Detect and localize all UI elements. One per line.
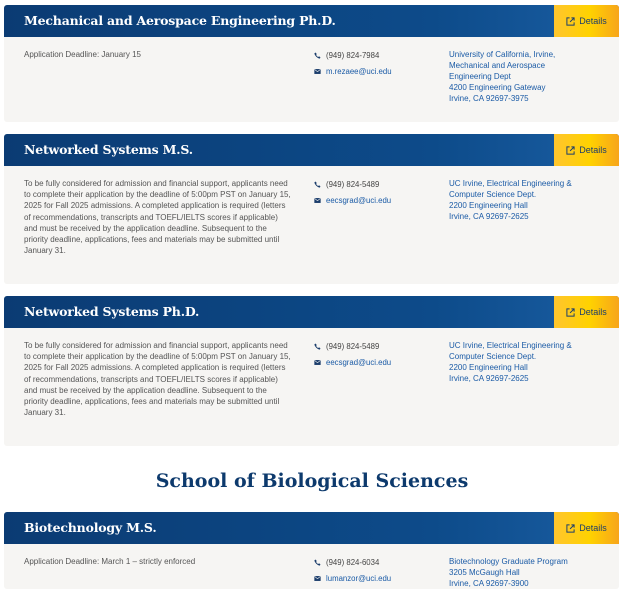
details-button[interactable] [554, 296, 619, 328]
address-line[interactable]: 2200 Engineering Hall [449, 201, 528, 210]
envelope-icon [314, 359, 321, 366]
program-description: Application Deadline: January 15 [24, 50, 141, 59]
details-label: Details [579, 523, 607, 533]
address-line[interactable]: UC Irvine, Electrical Engineering & [449, 341, 572, 350]
program-description: To be fully considered for admission and financial support, applicants need to complete their application by the deadline of 5:00pm PST on January 15, 2025 for Fall 2025 admissions. A completed application is required (letters of recommendations, transcripts and TOEFL/IELTS scores if applicable) and must be received by the application deadline. Subsequent to the priority deadline, applications, fees and materials may be submitted until January 31. [24, 341, 291, 418]
program-description: Application Deadline: March 1 – strictly enforced [24, 557, 196, 566]
section-heading: School of Biological Sciences [155, 470, 469, 492]
external-link-icon [566, 524, 575, 533]
department-address[interactable] [449, 556, 609, 589]
address-line[interactable]: 3205 McGaugh Hall [449, 568, 520, 577]
program-card-header [4, 5, 619, 37]
email-row[interactable] [314, 354, 391, 370]
address-line[interactable]: University of California, Irvine, [449, 50, 556, 59]
address-line[interactable]: Biotechnology Graduate Program [449, 557, 568, 566]
phone-row[interactable] [314, 47, 392, 63]
program-title: Networked Systems M.S. [24, 142, 193, 157]
address-line[interactable]: Engineering Dept [449, 72, 511, 81]
details-label: Details [579, 145, 607, 155]
email-link[interactable]: eecsgrad@uci.edu [326, 195, 392, 205]
department-address[interactable] [449, 178, 609, 222]
email-link[interactable]: eecsgrad@uci.edu [326, 357, 392, 367]
address-line[interactable]: Mechanical and Aerospace [449, 61, 546, 70]
program-card [4, 134, 619, 284]
contact-info [314, 47, 392, 79]
phone-row[interactable] [314, 338, 391, 354]
email-link[interactable]: m.rezaee@uci.edu [326, 66, 392, 76]
phone-number[interactable]: (949) 824-5489 [326, 341, 380, 351]
phone-row[interactable] [314, 554, 391, 570]
external-link-icon [566, 308, 575, 317]
address-line[interactable]: Computer Science Dept. [449, 190, 537, 199]
address-line[interactable]: Irvine, CA 92697-3900 [449, 579, 529, 588]
address-line[interactable]: Irvine, CA 92697-3975 [449, 94, 529, 103]
email-row[interactable] [314, 570, 391, 586]
program-card [4, 5, 619, 122]
phone-number[interactable]: (949) 824-5489 [326, 179, 380, 189]
program-title: Mechanical and Aerospace Engineering Ph.D. [24, 13, 336, 28]
address-line[interactable]: 4200 Engineering Gateway [449, 83, 546, 92]
details-button[interactable] [554, 5, 619, 37]
program-card-header [4, 134, 619, 166]
address-line[interactable]: UC Irvine, Electrical Engineering & [449, 179, 572, 188]
phone-number[interactable]: (949) 824-7984 [326, 50, 380, 60]
phone-icon [314, 181, 321, 188]
envelope-icon [314, 68, 321, 75]
envelope-icon [314, 575, 321, 582]
address-line[interactable]: Computer Science Dept. [449, 352, 537, 361]
contact-info [314, 176, 391, 208]
phone-row[interactable] [314, 176, 391, 192]
address-line[interactable]: Irvine, CA 92697-2625 [449, 374, 529, 383]
address-line[interactable]: 2200 Engineering Hall [449, 363, 528, 372]
email-link[interactable]: lumanzor@uci.edu [326, 573, 392, 583]
external-link-icon [566, 146, 575, 155]
phone-icon [314, 343, 321, 350]
program-description: To be fully considered for admission and financial support, applicants need to complete their application by the deadline of 5:00pm PST on January 15, 2025 for Fall 2025 admissions. A completed application is required (letters of recommendations, transcripts and TOEFL/IELTS scores if applicable) and must be received by the application deadline. Subsequent to the priority deadline, applications, fees and materials may be submitted until January 31. [24, 179, 291, 256]
program-card-header [4, 296, 619, 328]
address-line[interactable]: Irvine, CA 92697-2625 [449, 212, 529, 221]
department-address[interactable] [449, 49, 609, 104]
email-row[interactable] [314, 192, 391, 208]
phone-icon [314, 52, 321, 59]
program-card [4, 512, 619, 589]
envelope-icon [314, 197, 321, 204]
program-card [4, 296, 619, 446]
program-title: Networked Systems Ph.D. [24, 304, 200, 319]
phone-number[interactable]: (949) 824-6034 [326, 557, 380, 567]
contact-info [314, 338, 391, 370]
external-link-icon [566, 17, 575, 26]
details-label: Details [579, 307, 607, 317]
details-button[interactable] [554, 134, 619, 166]
phone-icon [314, 559, 321, 566]
program-card-header [4, 512, 619, 544]
details-label: Details [579, 16, 607, 26]
contact-info [314, 554, 391, 586]
department-address[interactable] [449, 340, 609, 384]
program-title: Biotechnology M.S. [24, 520, 157, 535]
details-button[interactable] [554, 512, 619, 544]
email-row[interactable] [314, 63, 392, 79]
